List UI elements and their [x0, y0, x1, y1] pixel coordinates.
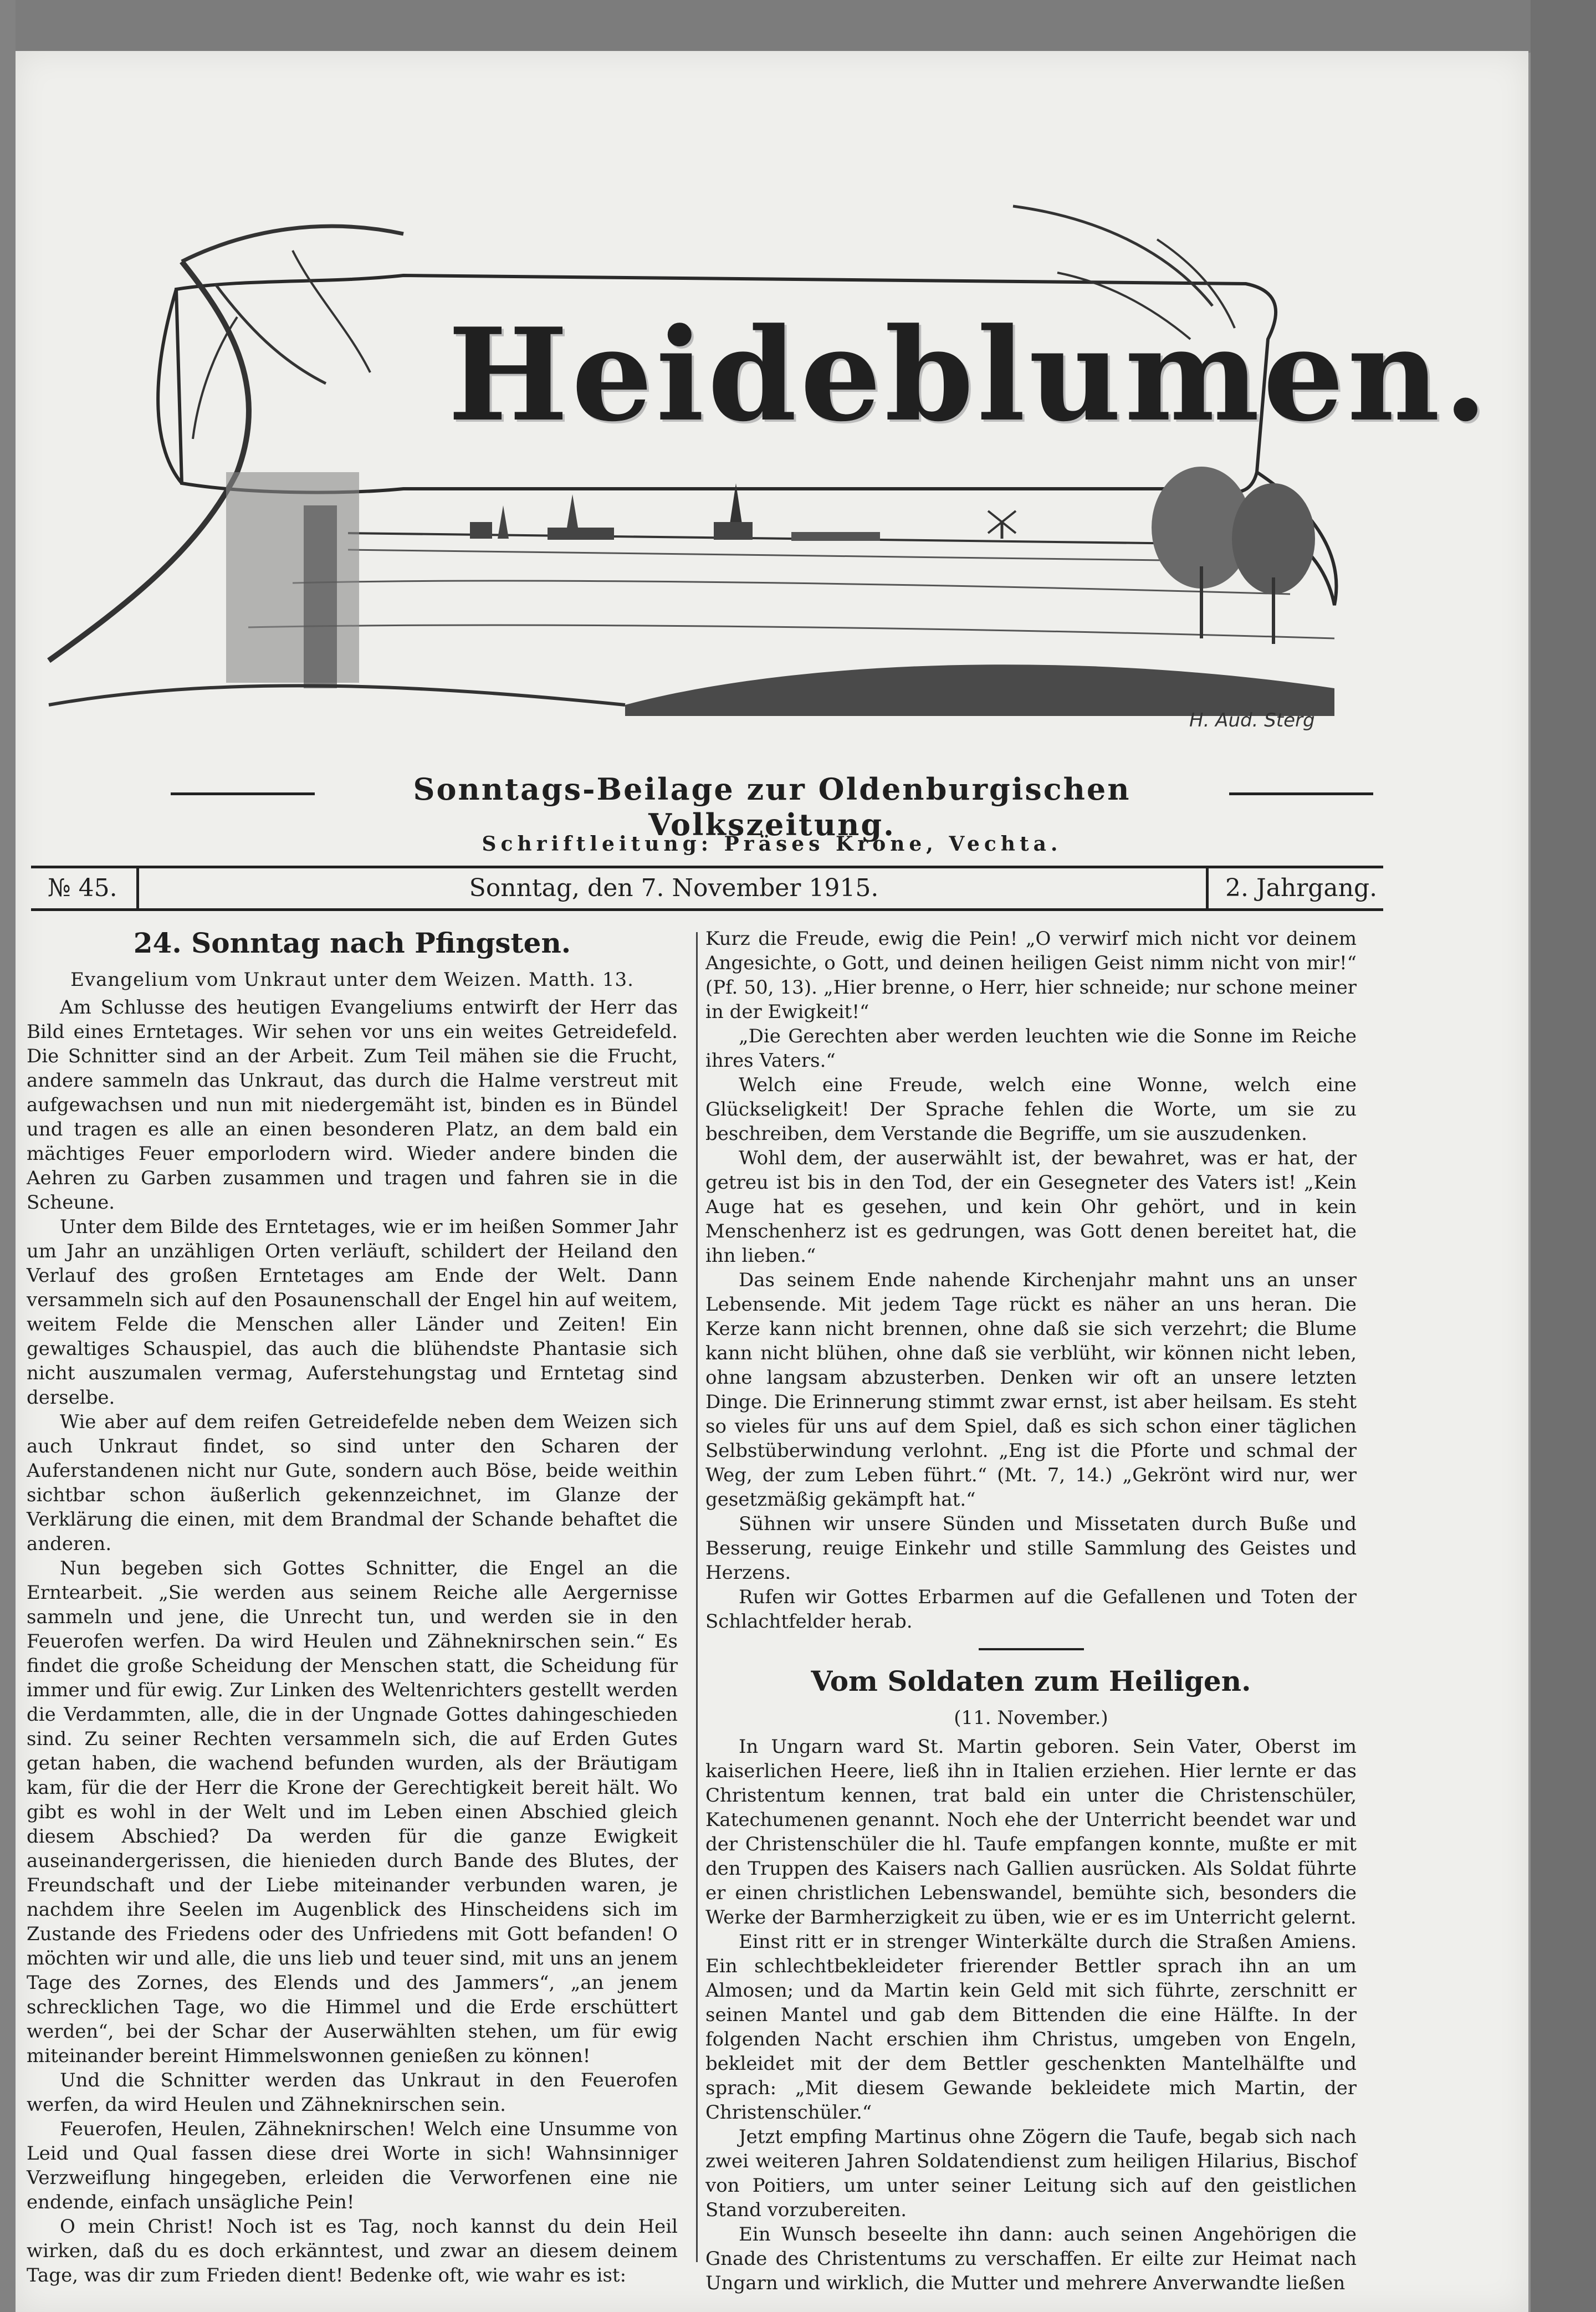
feast-date: (11. November.)	[954, 1707, 1108, 1729]
issue-number: № 45.	[31, 868, 139, 908]
paragraph: Ein Wunsch beseelte ihn dann: auch seinen Angehörigen die Gnade des Christentums zu verschaffen. Er eilte zur Heimat nach Ungarn und wirklich, die Mutter und mehrere Anverwandte ließen	[705, 2223, 1357, 2294]
paragraph: Nun begeben sich Gottes Schnitter, die Engel an die Erntearbeit. „Sie werden aus seinem Reiche alle Aergernisse sammeln und jene, die Unrecht tun, und werden sie in den Feuerofen werfen. Da wird Heulen und Zähneknirschen sein.“ Es findet die große Scheidung der Menschen statt, die Scheidung für immer und für ewig. Zur Linken des Weltenrichters gestellt werden die Verdammten, alle, die in der Ungnade Gottes dahingeschieden sind. Zu seiner Rechten versammeln sich, die auf Erden Gutes getan haben, die wachend befunden wurden, als der Bräutigam kam, für die der Herr die Krone der Gerechtigkeit bereit hält. Wo gibt es wohl in der Welt und im Leben einen Abschied gleich diesem Abschied? Da werden für die ganze Ewigkeit auseinandergerissen, die hienieden durch Bande des Blutes, der Freundschaft und der Liebe miteinander verbunden waren, je nachdem ihre Seelen im Augenblick des Hinscheidens sich im Zustande des Friedens oder des Unfriedens mit Gott befanden! O möchten wir und alle, die uns lieb und teuer sind, mit uns an jenem Tage des Zornes, des Elends und des Jammers“, „an jenem schrecklichen Tage, wo die Himmel und die Erde erschüttert werden“, bei der Schar der Auserwählten stehen, um für ewig miteinander bereint Himmelswonnen genießen zu können!	[27, 1557, 678, 2067]
scanner-background-top	[0, 0, 1596, 53]
paragraph: Wohl dem, der auserwählt ist, der bewahret, was er hat, der getreu ist bis in den Tod, der ein Gesegneter des Vaters ist! „Kein Auge hat es gesehen, und kein Ohr gehört, und in kein Menschenherz ist es gedrungen, was Gott denen bereitet hat, die ihn lieben.“	[705, 1147, 1357, 1267]
paragraph: O mein Christ! Noch ist es Tag, noch kannst du dein Heil wirken, daß du es doch erkänntest, und zwar an diesem deinem Tage, was dir zum Frieden dient! Bedenke oft, wie wahr es ist:	[27, 2216, 678, 2287]
editor-line: Schriftleitung: Präses Krone, Vechta.	[482, 832, 1062, 856]
paragraph: Welch eine Freude, welch eine Wonne, welch eine Glückseligkeit! Der Sprache fehlen die Worte, um sie zu beschreiben, dem Verstande die Begriffe, um sie auszudenken.	[705, 1074, 1357, 1145]
issue-year: 2. Jahrgang.	[1206, 868, 1383, 908]
supplement-subtitle: Sonntags-Beilage zur Oldenburgischen Volkszeitung.	[413, 771, 1131, 842]
paragraph: Feuerofen, Heulen, Zähneknirschen! Welch eine Unsumme von Leid und Qual fassen diese drei Worte in sich! Wahnsinniger Verzweiflung hingegeben, erleiden die Verworfenen eine nie endende, einfach unsägliche Pein!	[27, 2118, 678, 2213]
newspaper-page	[16, 51, 1528, 2312]
paragraph: Wie aber auf dem reifen Getreidefelde neben dem Weizen sich auch Unkraut findet, so sind unter den Scharen der Auferstandenen nicht nur Gute, sondern auch Böse, beide weithin sichtbar schon äußerlich gekennzeichnet, im Glanze der Verklärung die einen, mit dem Brandmal der Schande behaftet die anderen.	[27, 1411, 678, 1555]
artist-signature: H. Aud. Sterg	[1189, 709, 1315, 732]
paragraph: In Ungarn ward St. Martin geboren. Sein Vater, Oberst im kaiserlichen Heere, ließ ihn in Italien erziehen. Hier lernte er das Christentum kennen, trat bald ein unter die Christenschüler, Katechumenen genannt. Noch ehe der Unterricht beendet war und der Christenschüler die hl. Taufe empfangen konnte, mußte er mit den Truppen des Kaisers nach Gallien ausrücken. Als Soldat führte er einen christlichen Lebenswandel, bemühte sich, besonders die Werke der Barmherzigkeit zu üben, wie er es im Unterricht gelernt.	[705, 1736, 1357, 1929]
masthead	[16, 51, 1528, 733]
newspaper-title: Heideblumen.	[448, 300, 1491, 450]
paragraph: Das seinem Ende nahende Kirchenjahr mahnt uns an unser Lebensende. Mit jedem Tage rückt es näher an uns heran. Die Kerze kann nicht brennen, ohne daß sie sich verzehrt; die Blume kann nicht blühen, ohne daß sie verblüht, wir können nicht leben, ohne langsam abzusterben. Denken wir oft an unsere letzten Dinge. Die Erinnerung stimmt zwar ernst, ist aber heilsam. Es steht so vieles für uns auf dem Spiel, daß es sich schon einer täglichen Selbstüberwindung verlohnt. „Eng ist die Pforte und schmal der Weg, der zum Leben führt.“ (Mt. 7, 14.) „Gekrönt wird nur, wer gesetzmäßig gekämpft hat.“	[705, 1269, 1357, 1511]
paragraph: Am Schlusse des heutigen Evangeliums entwirft der Herr das Bild eines Erntetages. Wir sehen vor uns ein weites Getreidefeld. Die Schnitter sind an der Arbeit. Zum Teil mähen sie die Frucht, andere sammeln das Unkraut, das durch die Halme verstreut mit aufgewachsen und nun mit niedergemäht ist, binden es in Bündel und tragen es alle an einen besonderen Platz, an dem bald ein mächtiges Feuer emporlodern wird. Wieder andere binden die Aehren zu Garben zusammen und tragen und fahren sie in die Scheune.	[27, 996, 678, 1214]
subtitle-rule-right	[1229, 792, 1373, 795]
paragraph: „Die Gerechten aber werden leuchten wie die Sonne im Reiche ihres Vaters.“	[705, 1025, 1357, 1072]
issue-date: Sonntag, den 7. November 1915.	[469, 874, 879, 902]
gospel-reference: Evangelium vom Unkraut unter dem Weizen. Matth. 13.	[70, 969, 634, 991]
scanner-background-right	[1531, 0, 1596, 2312]
issue-bar	[31, 866, 1383, 911]
paragraph: Sühnen wir unsere Sünden und Missetaten durch Buße und Besserung, reuige Einkehr und stille Sammlung des Geistes und Herzens.	[705, 1513, 1357, 1584]
column-divider	[696, 932, 698, 2262]
paragraph: Unter dem Bilde des Erntetages, wie er im heißen Sommer Jahr um Jahr an unzähligen Orten verläuft, schildert der Heiland den Verlauf des großen Erntetages am Ende der Welt. Dann versammeln sich auf den Posaunenschall der Engel hin auf weitem, weitem Felde die Menschen aller Länder und Zeiten! Ein gewaltiges Schauspiel, das auch die blühendste Phantasie sich nicht auszumalen vermag, Auferstehungstag und Erntetag sind derselbe.	[27, 1216, 678, 1409]
article-heading-2: Vom Soldaten zum Heiligen.	[811, 1665, 1251, 1697]
right-column	[705, 927, 1357, 2294]
subtitle-rule-left	[171, 792, 315, 795]
paragraph: Und die Schnitter werden das Unkraut in den Feuerofen werfen, da wird Heulen und Zähneknirschen sein.	[27, 2069, 678, 2116]
paragraph: Einst ritt er in strenger Winterkälte durch die Straßen Amiens. Ein schlechtbekleideter frierender Bettler sprach ihn an um Almosen; und da Martin kein Geld mit sich führte, zerschnitt er seinen Mantel und gab dem Bittenden die eine Hälfte. In der folgenden Nacht erschien ihm Christus, umgeben von Engeln, bekleidet mit der dem Bettler geschenkten Mantelhälfte und sprach: „Mit diesem Gewande bekleidete mich Martin, der Christenschüler.“	[705, 1931, 1357, 2124]
left-column	[27, 927, 678, 2287]
paragraph: Kurz die Freude, ewig die Pein! „O verwirf mich nicht vor deinem Angesichte, o Gott, und deinen heiligen Geist nimm nicht von mir!“ (Pf. 50, 13). „Hier brenne, o Herr, hier schneide; nur schone meiner in der Ewigkeit!“	[705, 928, 1357, 1023]
scanner-background-left	[0, 0, 16, 2312]
subtitle-row	[154, 771, 1390, 842]
article-heading: 24. Sonntag nach Pfingsten.	[133, 927, 571, 959]
paragraph: Rufen wir Gottes Erbarmen auf die Gefallenen und Toten der Schlachtfelder herab.	[705, 1586, 1357, 1633]
paragraph: Jetzt empfing Martinus ohne Zögern die Taufe, begab sich nach zwei weiteren Jahren Soldatendienst zum heiligen Hilarius, Bischof von Poitiers, um unter seiner Leitung sich auf den geistlichen Stand vorzubereiten.	[705, 2126, 1357, 2221]
section-divider	[979, 1648, 1084, 1650]
